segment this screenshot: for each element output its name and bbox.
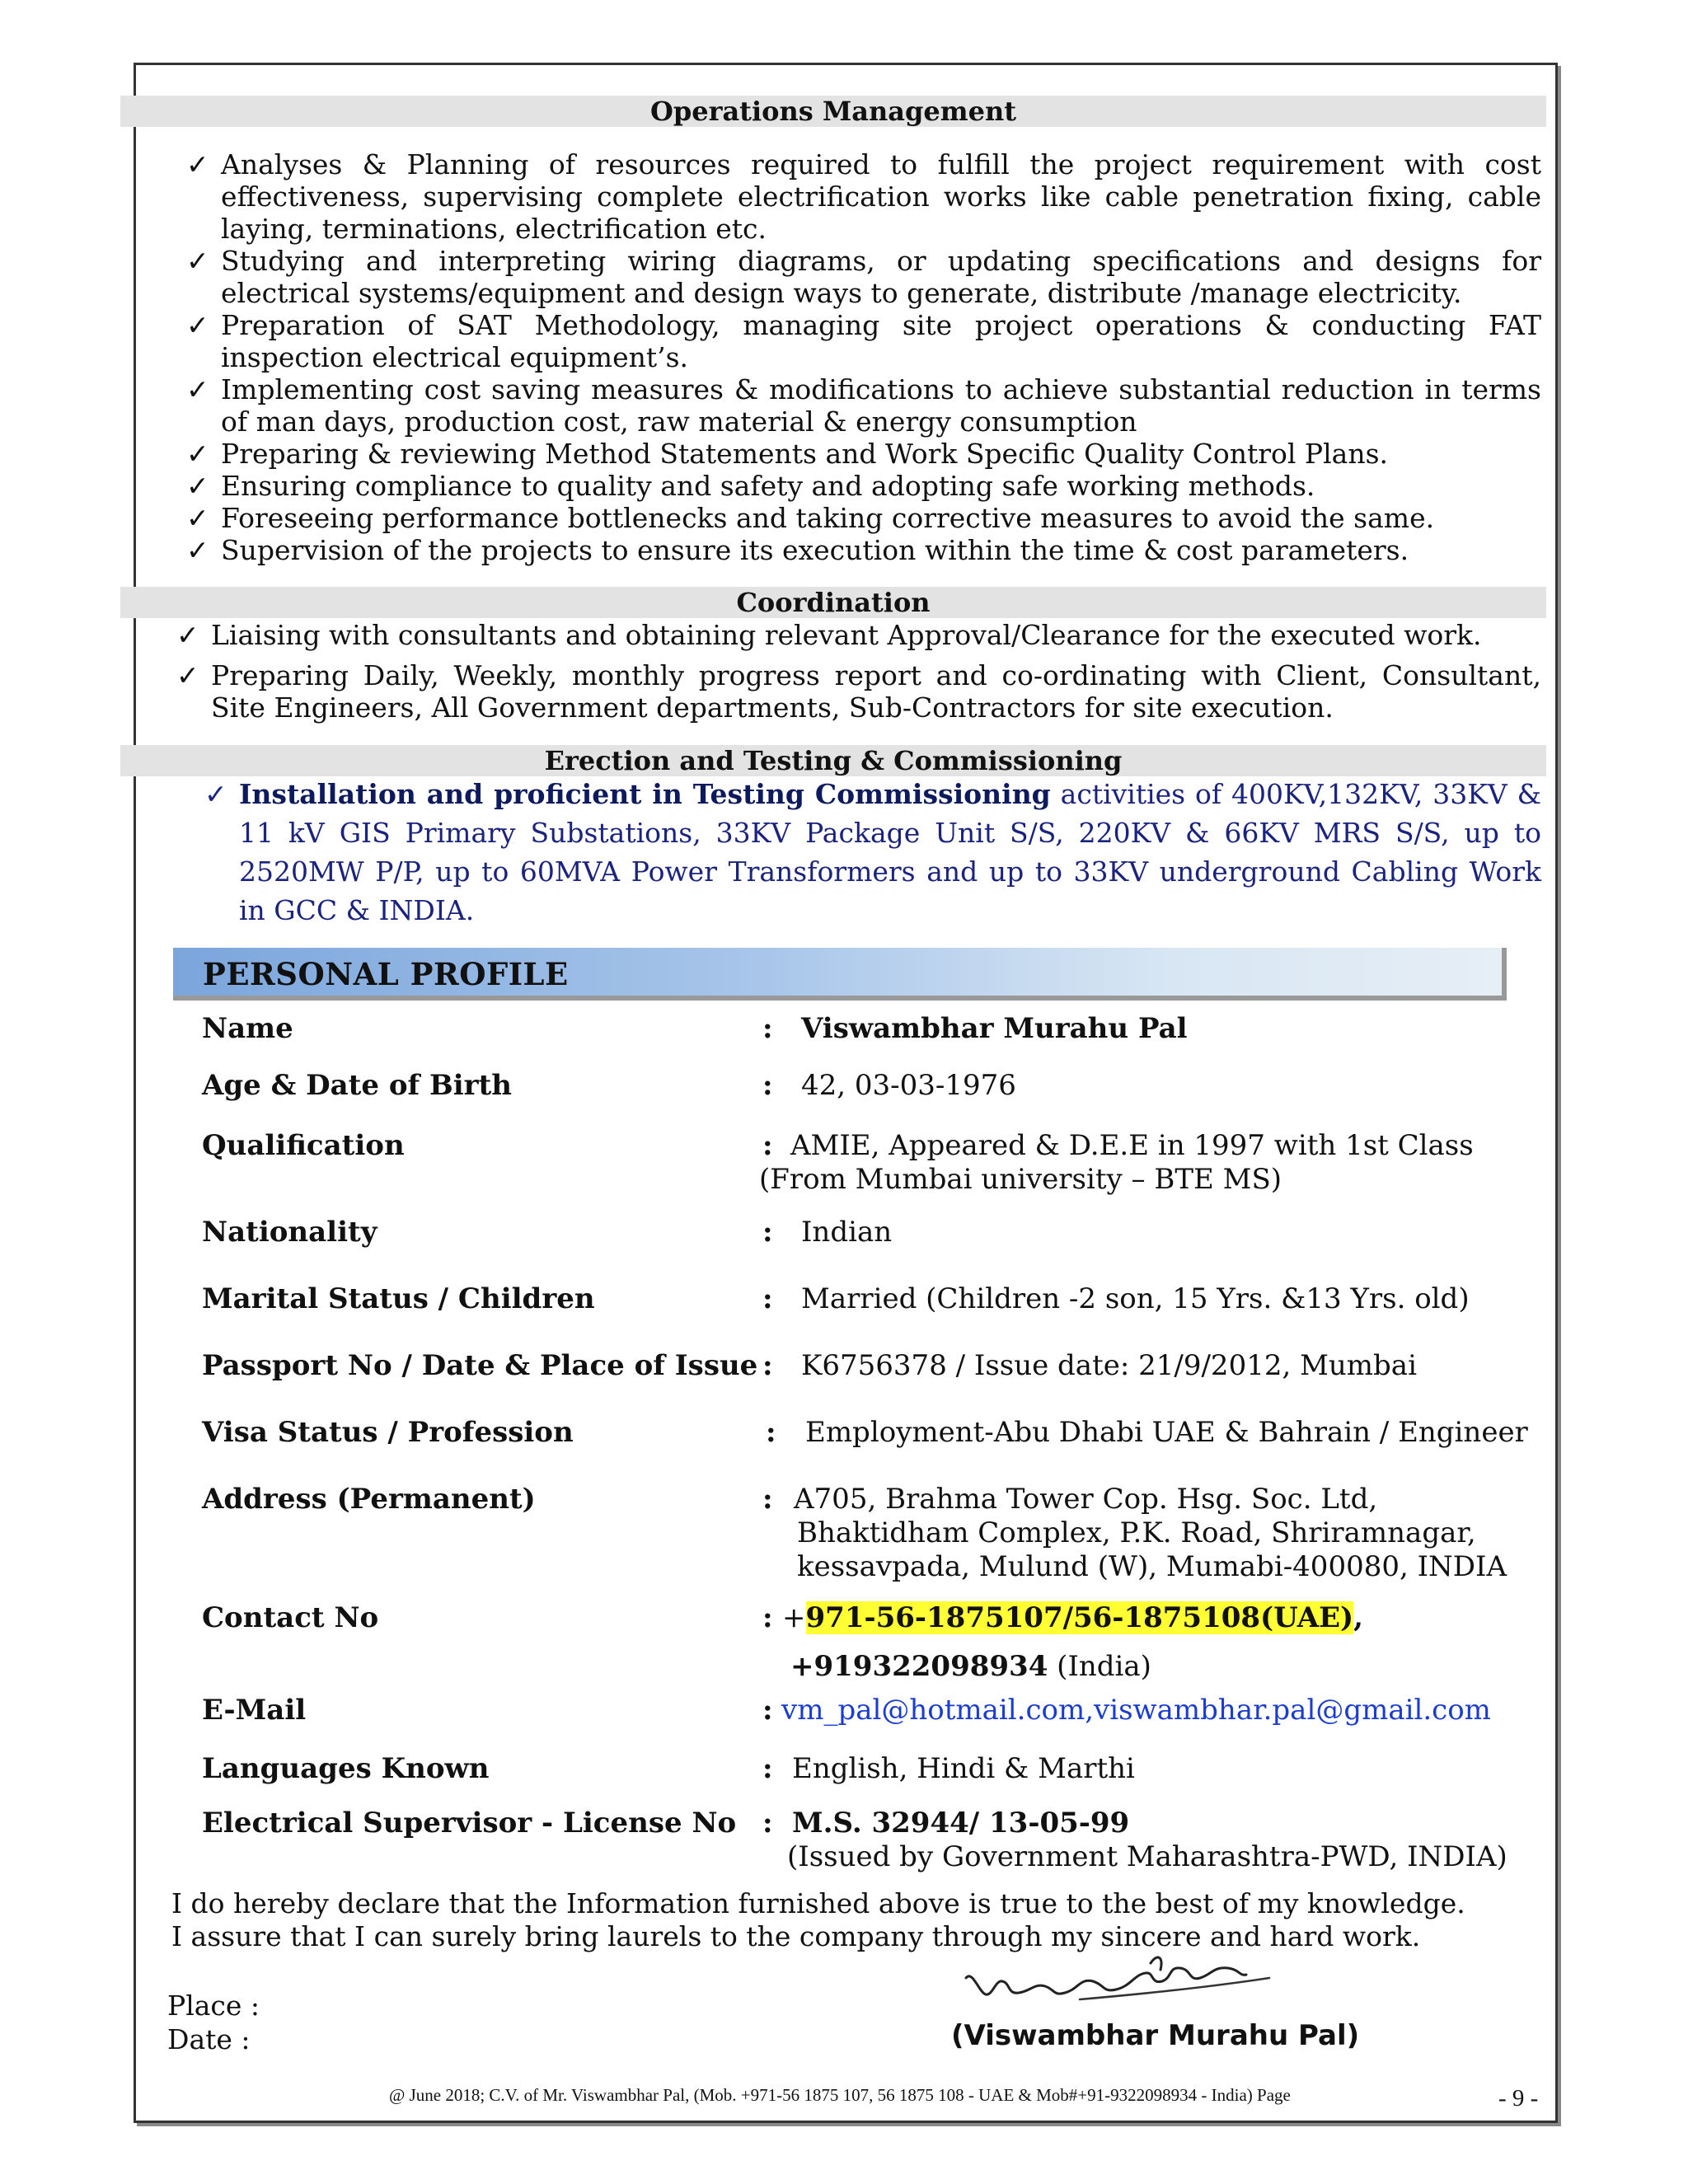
address-line-2: Bhaktidham Complex, P.K. Road, Shriramnagar, [797, 1516, 1476, 1549]
personal-profile-header [173, 948, 1507, 1001]
check-icon: ✓ [186, 438, 209, 470]
passport-value: K6756378 / Issue date: 21/9/2012, Mumbai [801, 1349, 1417, 1382]
marital-value: Married (Children -2 son, 15 Yrs. &13 Yrs. old) [801, 1282, 1470, 1315]
email-link[interactable]: vm_pal@hotmail.com,viswambhar.pal@gmail.com [781, 1694, 1491, 1727]
field-label: Marital Status / Children [202, 1282, 595, 1315]
age-value: 42, 03-03-1976 [801, 1069, 1016, 1102]
place-date-block [167, 1989, 260, 2056]
check-icon: ✓ [186, 148, 209, 180]
field-label: Age & Date of Birth [202, 1069, 512, 1102]
contact-india-value: +919322098934 [790, 1650, 1048, 1683]
place-label: Place : [167, 1990, 260, 2022]
check-icon: ✓ [186, 470, 209, 502]
list-item: ✓ Analyses & Planning of resources required to fulfill the project requirement with cost effectiveness, supervising complete electrification works like cable penetration fixing, cable laying, terminations, electrification etc. [186, 148, 1541, 245]
contact-uae-value: 971-56-1875107/56-1875108(UAE) [805, 1601, 1354, 1634]
list-item: ✓ Preparing & reviewing Method Statements and Work Specific Quality Control Plans. [186, 438, 1389, 470]
check-icon: ✓ [186, 309, 209, 341]
list-item: ✓ Studying and interpreting wiring diagrams, or updating specifications and designs for electrical systems/equipment and design ways to generate, distribute /manage electricity. [186, 245, 1541, 309]
field-label: Visa Status / Profession [202, 1416, 574, 1449]
date-label: Date : [167, 2023, 251, 2055]
field-label: Contact No [202, 1601, 379, 1634]
signature-name: (Viswambhar Murahu Pal) [951, 2019, 1360, 2052]
list-item: ✓ Supervision of the projects to ensure its execution within the time & cost parameters. [186, 534, 1409, 566]
languages-value: English, Hindi & Marthi [792, 1752, 1135, 1785]
erection-list [204, 775, 1541, 930]
coordination-list [176, 619, 1541, 724]
field-label: Electrical Supervisor - License No [202, 1807, 737, 1840]
check-icon: ✓ [176, 659, 199, 691]
name-value: Viswambhar Murahu Pal [801, 1012, 1188, 1045]
check-icon: ✓ [204, 778, 227, 810]
qualification-value-2: (From Mumbai university – BTE MS) [759, 1163, 1282, 1196]
list-item: ✓ Preparing Daily, Weekly, monthly progress report and co-ordinating with Client, Consultant, Site Engineers, All Government departments, Sub-Contractors for site execution. [176, 659, 1541, 724]
page-number: - 9 - [1498, 2085, 1539, 2111]
field-label: Name [202, 1012, 293, 1045]
visa-value: Employment-Abu Dhabi UAE & Bahrain / Engineer [805, 1416, 1528, 1449]
field-label: E-Mail [202, 1694, 307, 1727]
list-item: ✓ Liaising with consultants and obtaining relevant Approval/Clearance for the executed work. [176, 619, 1482, 651]
signature-image [956, 1945, 1286, 2019]
license-value: M.S. 32944/ 13-05-99 [792, 1807, 1130, 1840]
check-icon: ✓ [186, 373, 209, 405]
check-icon: ✓ [186, 245, 209, 277]
address-line-3: kessavpada, Mulund (W), Mumabi-400080, INDIA [797, 1550, 1507, 1583]
operations-list [186, 148, 1541, 566]
section-title-erection: Erection and Testing & Commissioning [120, 745, 1546, 776]
license-note: (Issued by Government Maharashtra-PWD, INDIA) [787, 1840, 1507, 1873]
section-title-operations: Operations Management [120, 96, 1546, 127]
address-line-1: A705, Brahma Tower Cop. Hsg. Soc. Ltd, [794, 1483, 1378, 1516]
field-label: Qualification [202, 1129, 405, 1162]
list-item: ✓ Ensuring compliance to quality and safety and adopting safe working methods. [186, 470, 1315, 502]
list-item: ✓ Installation and proficient in Testing Commissioning activities of 400KV,132KV, 33KV & 11 kV GIS Primary Substations, 33KV Package Unit S/S, 220KV & 66KV MRS S/S, up to 2520MW P/P, up to 60MVA Power Transformers and up to 33KV underground Cabling Work in GCC & INDIA. [204, 775, 1541, 930]
check-icon: ✓ [176, 619, 199, 651]
footer-text: @ June 2018; C.V. of Mr. Viswambhar Pal, (Mob. +971-56 1875 107, 56 1875 108 - UAE & Mob#+91-9322098934 - India) Page [389, 2085, 1291, 2105]
section-title-coordination: Coordination [120, 587, 1546, 618]
list-item: ✓ Foreseeing performance bottlenecks and taking corrective measures to avoid the same. [186, 502, 1435, 534]
field-label: Address (Permanent) [202, 1483, 536, 1516]
field-label: Passport No / Date & Place of Issue [202, 1349, 758, 1382]
field-label: Languages Known [202, 1752, 490, 1785]
field-label: Nationality [202, 1216, 377, 1249]
check-icon: ✓ [186, 502, 209, 534]
list-item: ✓ Preparation of SAT Methodology, managing site project operations & conducting FAT inspection electrical equipment’s. [186, 309, 1541, 373]
list-item: ✓ Implementing cost saving measures & modifications to achieve substantial reduction in terms of man days, production cost, raw material & energy consumption [186, 373, 1541, 438]
check-icon: ✓ [186, 534, 209, 566]
personal-profile-title: PERSONAL PROFILE [203, 956, 569, 992]
qualification-value: AMIE, Appeared & D.E.E in 1997 with 1st Class [790, 1129, 1474, 1162]
nationality-value: Indian [801, 1216, 893, 1249]
erection-item-bold: Installation and proficient in Testing Commissioning [239, 778, 1051, 810]
declaration: I do hereby declare that the Information furnished above is true to the best of my knowledge. I assure that I can surely bring laurels to the company through my sincere and hard work. [171, 1887, 1465, 1952]
